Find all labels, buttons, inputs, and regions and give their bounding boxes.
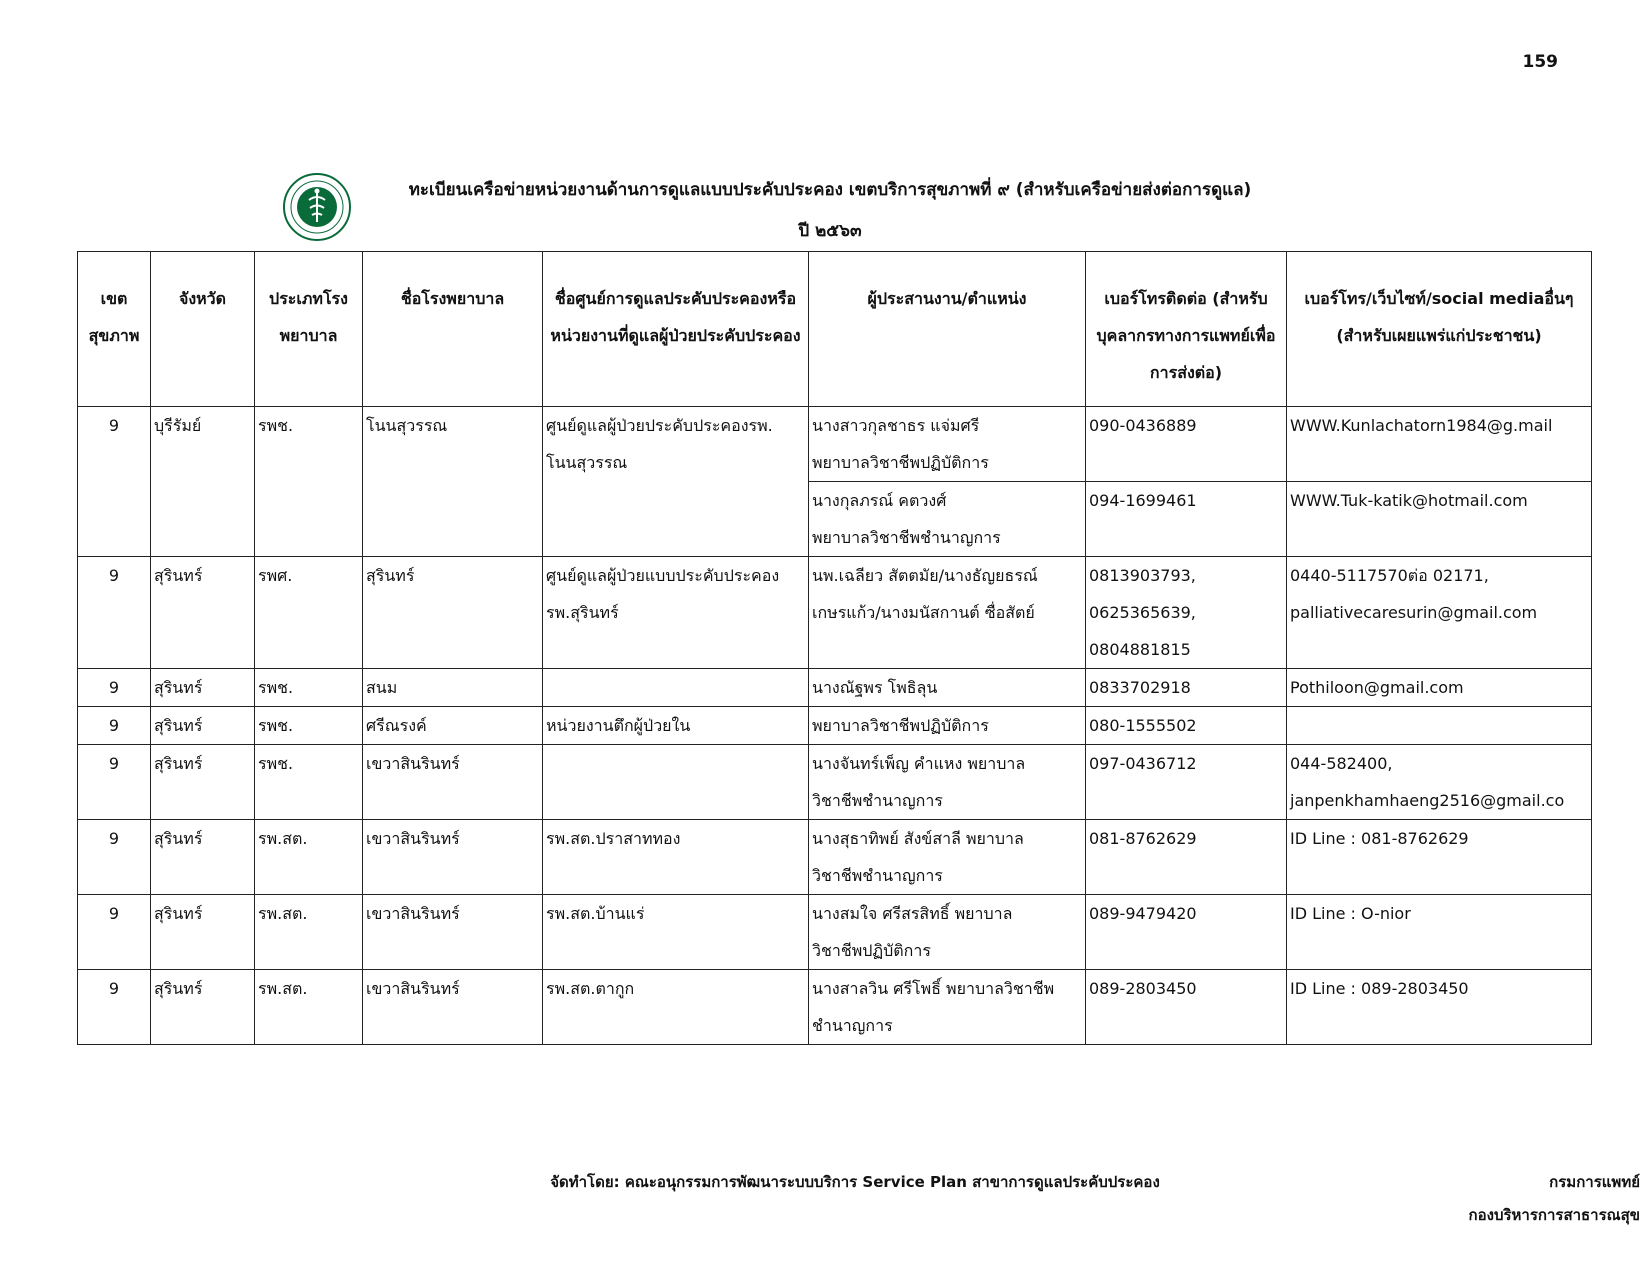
cell-public-contact xyxy=(1287,745,1592,820)
cell-province: สุรินทร์ xyxy=(151,745,255,820)
cell-line: 081-8762629 xyxy=(1089,829,1197,848)
cell-hospital-name: เขวาสินรินทร์ xyxy=(363,745,543,820)
document-title: ทะเบียนเครือข่ายหน่วยงานด้านการดูแลแบบประคับประคอง เขตบริการสุขภาพที่ ๙ (สำหรับเครือข่ายส่งต่อการดูแล) xyxy=(408,180,1252,200)
footer-prepared-by: จัดทำโดย: คณะอนุกรรมการพัฒนาระบบบริการ Service Plan สาขาการดูแลประคับประคอง xyxy=(550,1173,1160,1191)
cell-line: วิชาชีพชำนาญการ xyxy=(812,866,943,885)
cell-line: 094-1699461 xyxy=(1089,491,1197,510)
cell-province: สุรินทร์ xyxy=(151,820,255,895)
cell-medical-phone xyxy=(1086,745,1287,820)
cell-line: นางสาลวิน ศรีโพธิ์ พยาบาลวิชาชีพ xyxy=(812,979,1055,998)
cell-health-zone: 9 xyxy=(78,707,151,745)
cell-coordinator xyxy=(809,407,1086,482)
cell-line: วิชาชีพปฏิบัติการ xyxy=(812,941,931,960)
cell-line: Pothiloon@gmail.com xyxy=(1290,678,1464,697)
cell-hospital-name: สุรินทร์ xyxy=(363,557,543,669)
cell-hospital-name: เขวาสินรินทร์ xyxy=(363,820,543,895)
cell-line: เขต xyxy=(100,289,128,308)
header-hospital-name xyxy=(363,252,543,407)
cell-center-name xyxy=(543,745,809,820)
cell-medical-phone xyxy=(1086,669,1287,707)
cell-province: สุรินทร์ xyxy=(151,557,255,669)
cell-line: ชำนาญการ xyxy=(812,1016,893,1035)
cell-line: palliativecaresurin@gmail.com xyxy=(1290,603,1538,622)
palliative-care-registry-table xyxy=(77,251,1592,1045)
cell-line: หรือ หน่วยงานที่ดูแลผู้ป่วย xyxy=(550,289,797,345)
table-row xyxy=(78,407,1592,482)
cell-health-zone: 9 xyxy=(78,970,151,1045)
cell-line: รพ.สต.บ้านแร่ xyxy=(546,904,645,923)
cell-line: นพ.เฉลียว สัตตมัย/นางธัญยธรณ์ xyxy=(812,566,1038,585)
cell-line: 0804881815 xyxy=(1089,640,1191,659)
cell-line: ประเภท xyxy=(269,289,323,308)
cell-line: บุคลากรทางการแพทย์ xyxy=(1096,326,1250,345)
cell-center-name xyxy=(543,557,809,669)
cell-line: 089-9479420 xyxy=(1089,904,1197,923)
cell-hospital-type: รพศ. xyxy=(255,557,363,669)
cell-coordinator xyxy=(809,895,1086,970)
table-row xyxy=(78,557,1592,669)
cell-coordinator xyxy=(809,970,1086,1045)
header-hospital-type xyxy=(255,252,363,407)
cell-hospital-type: รพช. xyxy=(255,407,363,557)
header-medical-phone xyxy=(1086,252,1287,407)
cell-line: ประคับประคอง xyxy=(696,326,801,345)
cell-line: 0813903793, xyxy=(1089,566,1196,585)
cell-hospital-type: รพช. xyxy=(255,745,363,820)
cell-health-zone: 9 xyxy=(78,895,151,970)
cell-public-contact xyxy=(1287,970,1592,1045)
cell-public-contact xyxy=(1287,895,1592,970)
cell-medical-phone xyxy=(1086,482,1287,557)
cell-hospital-name: เขวาสินรินทร์ xyxy=(363,895,543,970)
table-row xyxy=(78,895,1592,970)
document-year: ปี ๒๕๖๓ xyxy=(798,221,862,241)
cell-line: หน่วยงานตึกผู้ป่วยใน xyxy=(546,716,691,735)
cell-province: สุรินทร์ xyxy=(151,707,255,745)
cell-line: ศูนย์ดูแลผู้ป่วยประคับประคองรพ. xyxy=(546,416,773,435)
cell-line: ศูนย์ดูแลผู้ป่วยแบบประคับประคอง xyxy=(546,566,780,585)
cell-coordinator xyxy=(809,557,1086,669)
cell-public-contact xyxy=(1287,557,1592,669)
cell-line: 080-1555502 xyxy=(1089,716,1197,735)
cell-line: janpenkhamhaeng2516@gmail.co xyxy=(1290,791,1565,810)
cell-hospital-name: ศรีณรงค์ xyxy=(363,707,543,745)
cell-line: เกษรแก้ว/นางมนัสกานต์ ซื่อสัตย์ xyxy=(812,603,1035,622)
cell-hospital-name: โนนสุวรรณ xyxy=(363,407,543,557)
cell-coordinator xyxy=(809,707,1086,745)
cell-health-zone: 9 xyxy=(78,820,151,895)
cell-coordinator xyxy=(809,482,1086,557)
cell-coordinator xyxy=(809,669,1086,707)
table-row xyxy=(78,970,1592,1045)
cell-hospital-type: รพช. xyxy=(255,669,363,707)
table-row xyxy=(78,820,1592,895)
cell-hospital-type: รพ.สต. xyxy=(255,895,363,970)
cell-line: ID Line : O-nior xyxy=(1290,904,1411,923)
cell-line: เพื่อการส่งต่อ) xyxy=(1149,326,1276,382)
cell-line: เบอร์โทร/เว็บไซท์/social media xyxy=(1304,289,1545,308)
cell-public-contact xyxy=(1287,707,1592,745)
cell-public-contact xyxy=(1287,669,1592,707)
cell-medical-phone xyxy=(1086,895,1287,970)
page-number: 159 xyxy=(1522,52,1558,72)
table-row xyxy=(78,669,1592,707)
cell-line: นางกุลภรณ์ คตวงศ์ xyxy=(812,491,947,510)
cell-center-name xyxy=(543,820,809,895)
cell-line: ID Line : 089-2803450 xyxy=(1290,979,1469,998)
header-public-contact xyxy=(1287,252,1592,407)
cell-line: พยาบาลวิชาชีพชำนาญการ xyxy=(812,528,1001,547)
cell-line: โรงพยาบาล xyxy=(279,289,348,345)
cell-line: 089-2803450 xyxy=(1089,979,1197,998)
cell-medical-phone xyxy=(1086,707,1287,745)
cell-line: นางสาวกุลชาธร แจ่มศรี xyxy=(812,416,980,435)
cell-province: สุรินทร์ xyxy=(151,669,255,707)
cell-province: บุรีรัมย์ xyxy=(151,407,255,557)
cell-line: WWW.Tuk-katik@hotmail.com xyxy=(1290,491,1528,510)
cell-public-contact xyxy=(1287,482,1592,557)
cell-hospital-type: รพ.สต. xyxy=(255,820,363,895)
cell-health-zone: 9 xyxy=(78,557,151,669)
cell-line: WWW.Kunlachatorn1984@g.mail xyxy=(1290,416,1553,435)
cell-health-zone: 9 xyxy=(78,745,151,820)
cell-line: ชื่อศูนย์การดูแลประคับประคอง xyxy=(554,289,768,308)
cell-line: ชื่อโรงพยาบาล xyxy=(400,289,505,308)
cell-line: 0833702918 xyxy=(1089,678,1191,697)
cell-coordinator xyxy=(809,745,1086,820)
cell-line: 044-582400, xyxy=(1290,754,1393,773)
cell-line: 0440-5117570ต่อ 02171, xyxy=(1290,566,1489,585)
cell-center-name xyxy=(543,707,809,745)
cell-medical-phone xyxy=(1086,820,1287,895)
header-province xyxy=(151,252,255,407)
cell-hospital-type: รพ.สต. xyxy=(255,970,363,1045)
header-health-zone xyxy=(78,252,151,407)
cell-line: ผู้ประสานงาน/ตำแหน่ง xyxy=(867,289,1027,308)
cell-public-contact xyxy=(1287,407,1592,482)
cell-province: สุรินทร์ xyxy=(151,895,255,970)
cell-line: 0625365639, xyxy=(1089,603,1196,622)
cell-health-zone: 9 xyxy=(78,407,151,557)
ministry-logo xyxy=(282,172,352,242)
cell-line: โนนสุวรรณ xyxy=(546,453,628,472)
cell-medical-phone xyxy=(1086,970,1287,1045)
table-row xyxy=(78,745,1592,820)
cell-line: สุขภาพ xyxy=(88,326,140,345)
cell-center-name xyxy=(543,407,809,557)
cell-hospital-name: สนม xyxy=(363,669,543,707)
table-header-row xyxy=(78,252,1592,407)
header-center-name xyxy=(543,252,809,407)
cell-line: จังหวัด xyxy=(178,289,227,308)
cell-line: พยาบาลวิชาชีพปฏิบัติการ xyxy=(812,453,989,472)
cell-line: วิชาชีพชำนาญการ xyxy=(812,791,943,810)
cell-line: ID Line : 081-8762629 xyxy=(1290,829,1469,848)
cell-coordinator xyxy=(809,820,1086,895)
cell-line: นางสมใจ ศรีสรสิทธิ์ พยาบาล xyxy=(812,904,1013,923)
cell-line: อื่นๆ (สำหรับเผยแพร่แก่ประชาชน) xyxy=(1336,289,1574,345)
cell-line: นางจันทร์เพ็ญ คำแหง พยาบาล xyxy=(812,754,1026,773)
cell-center-name xyxy=(543,970,809,1045)
cell-line: รพ.สต.ปราสาททอง xyxy=(546,829,681,848)
cell-line: รพ.สต.ตากูก xyxy=(546,979,635,998)
cell-line: 090-0436889 xyxy=(1089,416,1197,435)
table-row xyxy=(78,707,1592,745)
cell-hospital-name: เขวาสินรินทร์ xyxy=(363,970,543,1045)
cell-province: สุรินทร์ xyxy=(151,970,255,1045)
header-coordinator xyxy=(809,252,1086,407)
cell-line: 097-0436712 xyxy=(1089,754,1197,773)
cell-line: เบอร์โทรติดต่อ (สำหรับ xyxy=(1104,289,1268,308)
cell-medical-phone xyxy=(1086,407,1287,482)
footer-org-department: กรมการแพทย์ xyxy=(1549,1173,1640,1191)
cell-center-name xyxy=(543,895,809,970)
cell-hospital-type: รพช. xyxy=(255,707,363,745)
footer-org-division: กองบริหารการสาธารณสุข xyxy=(1468,1206,1640,1224)
cell-public-contact xyxy=(1287,820,1592,895)
cell-line: นางสุธาทิพย์ สังข์สาลี พยาบาล xyxy=(812,829,1024,848)
cell-center-name xyxy=(543,669,809,707)
cell-health-zone: 9 xyxy=(78,669,151,707)
cell-line: พยาบาลวิชาชีพปฏิบัติการ xyxy=(812,716,989,735)
cell-medical-phone xyxy=(1086,557,1287,669)
cell-line: รพ.สุรินทร์ xyxy=(546,603,619,622)
cell-line: นางณัฐพร โพธิลุน xyxy=(812,678,938,697)
